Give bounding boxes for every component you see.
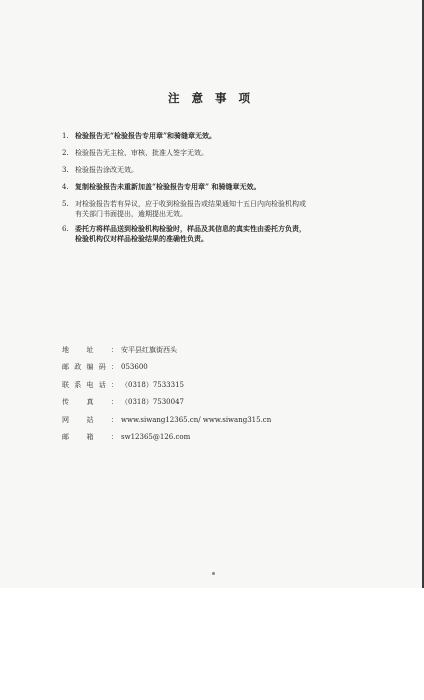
contact-row-phone (62, 376, 271, 394)
email-link[interactable]: sw12365@126.com (121, 433, 191, 442)
note-text (75, 148, 392, 158)
note-text (75, 165, 392, 175)
fax-value: （0318）7530047 (121, 398, 184, 407)
contact-block (62, 341, 271, 446)
contact-row-email (62, 429, 271, 447)
note-line: 对检验报告若有异议，应于收到检验报告或结果通知十五日内向检验机构或 (75, 200, 306, 208)
note-line: 委托方将样品送到检验机构检验时，样品及其信息的真实性由委托方负责， (75, 224, 306, 233)
contact-row-fax (62, 394, 271, 412)
note-number: 5. (62, 200, 69, 208)
note-item-6 (62, 224, 392, 244)
note-number: 1. (62, 132, 69, 140)
note-item-5 (62, 199, 392, 219)
contact-row-address (62, 341, 271, 359)
page-title: 注 意 事 项 (167, 91, 254, 105)
note-text (75, 182, 392, 192)
note-item-3 (62, 165, 392, 175)
phone-value: （0318）7533315 (121, 380, 184, 389)
address-value: 安平县红旗街西头 (121, 345, 177, 354)
note-line: 检验报告无“检验报告专用章”和骑缝章无效。 (75, 131, 217, 140)
email-label: 邮箱： (62, 433, 118, 442)
note-line: 检验机构仅对样品检验结果的准确性负责。 (75, 234, 208, 243)
postcode-value: 053600 (121, 363, 148, 372)
note-number: 2. (62, 149, 69, 157)
note-line: 检验报告涂改无效。 (75, 166, 138, 174)
postcode-label: 邮政编码： (62, 363, 118, 372)
note-item-2 (62, 148, 392, 158)
note-number: 4. (62, 183, 69, 191)
note-item-1 (62, 131, 392, 141)
contact-row-website (62, 411, 271, 429)
fax-label: 传真： (62, 398, 118, 407)
note-text (75, 199, 392, 219)
website-label: 网站： (62, 415, 118, 424)
website-link[interactable]: www.siwang12365.cn/ www.siwang315.cn (121, 415, 272, 424)
note-line: 检验报告无主检、审核、批准人签字无效。 (75, 149, 208, 157)
note-line: 有关部门书面提出，逾期提出无效。 (75, 210, 187, 218)
note-item-4 (62, 182, 392, 192)
page-dot (212, 572, 215, 575)
note-number: 6. (62, 225, 69, 233)
note-line: 复制检验报告未重新加盖“检验报告专用章” 和骑缝章无效。 (75, 182, 261, 191)
contact-row-postcode (62, 359, 271, 377)
phone-label: 联系电话： (62, 380, 118, 389)
note-text (75, 224, 392, 244)
address-label: 地址： (62, 345, 118, 354)
note-number: 3. (62, 166, 69, 174)
note-text (75, 131, 392, 141)
notes-list (62, 131, 392, 249)
